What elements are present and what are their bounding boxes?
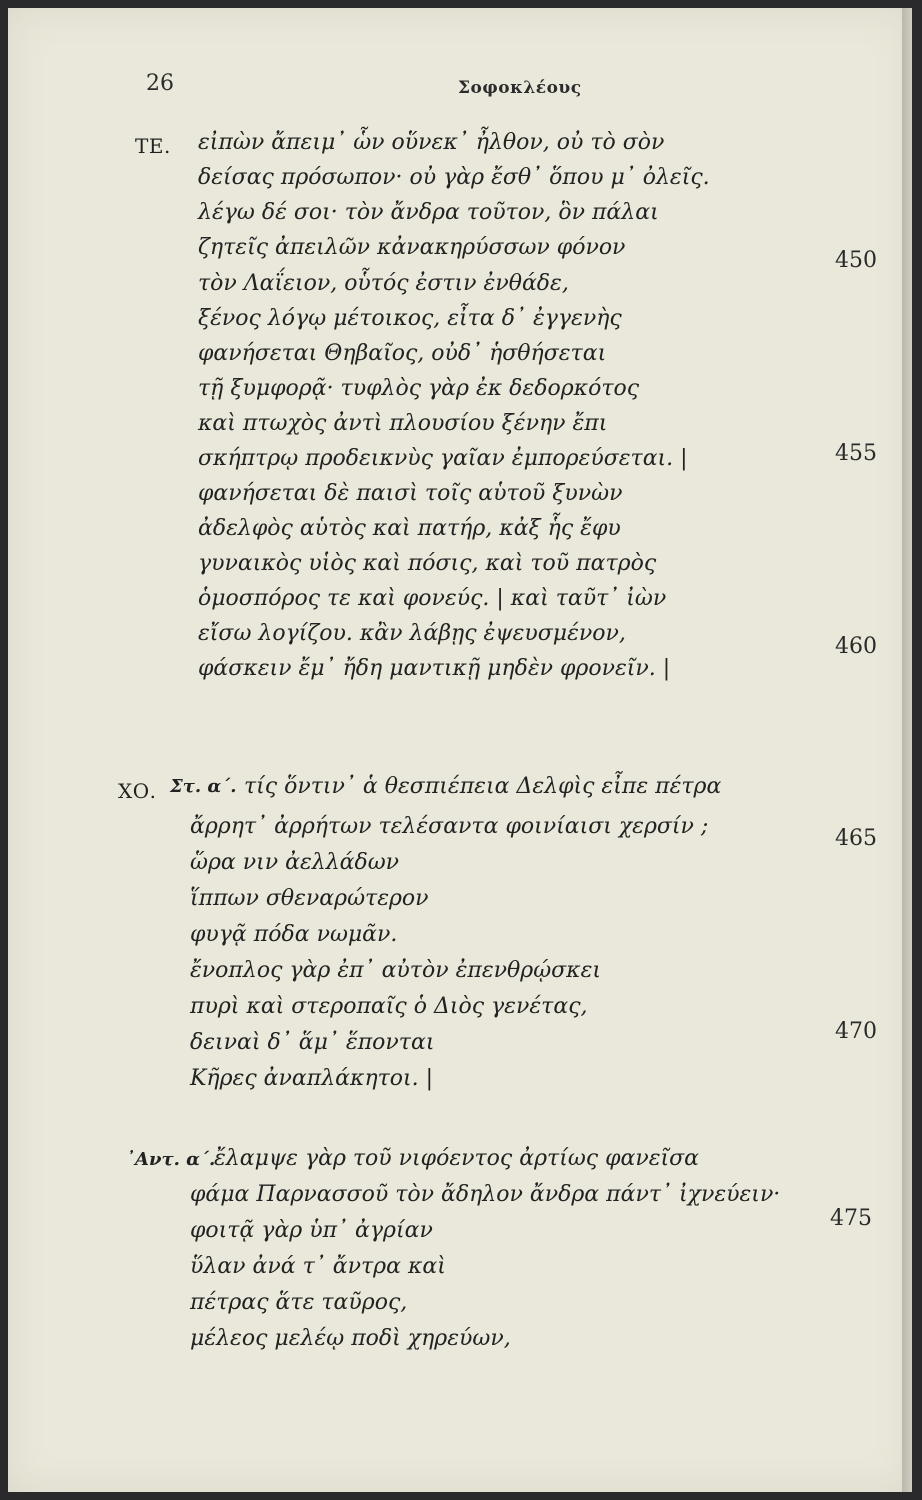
- verse-line: φοιτᾷ γὰρ ὑπ᾿ ἀγρίαν: [190, 1218, 433, 1243]
- line-number: 475: [830, 1206, 872, 1231]
- verse-line: γυναικὸς υἱὸς καὶ πόσις, καὶ τοῦ πατρὸς: [198, 551, 657, 576]
- verse-line: πυρὶ καὶ στεροπαῖς ὁ Διὸς γενέτας,: [190, 994, 588, 1019]
- line-number: 450: [835, 248, 877, 273]
- verse-line: δείσας πρόσωπον· οὐ γὰρ ἔσθ᾿ ὅπου μ᾿ ὀλεῖς.: [198, 165, 710, 190]
- verse-line: φανήσεται δὲ παισὶ τοῖς αὑτοῦ ξυνὼν: [198, 481, 623, 506]
- verse-line: καὶ πτωχὸς ἀντὶ πλουσίου ξένην ἔπι: [198, 411, 608, 436]
- verse-line: δειναὶ δ᾿ ἅμ᾿ ἕπονται: [190, 1030, 435, 1055]
- verse-line: τὸν Λαΐειον, οὗτός ἐστιν ἐνθάδε,: [198, 271, 569, 296]
- verse-line: ἵππων σθεναρώτερον: [190, 886, 429, 911]
- line-number: 460: [835, 634, 877, 659]
- verse-line: ἀδελφὸς αὑτὸς καὶ πατήρ, κἀξ ἧς ἔφυ: [198, 516, 621, 541]
- book-page: [8, 8, 912, 1492]
- verse-line: τίς ὅντιν᾿ ἁ θεσπιέπεια Δελφὶς εἶπε πέτρα: [244, 774, 722, 799]
- verse-line: ὕλαν ἀνά τ᾿ ἄντρα καὶ: [190, 1254, 446, 1279]
- running-title: Σοφοκλέους: [458, 78, 582, 98]
- line-number: 455: [835, 441, 877, 466]
- verse-line: φυγᾷ πόδα νωμᾶν.: [190, 922, 398, 947]
- verse-line: τῇ ξυμφορᾷ· τυφλὸς γὰρ ἐκ δεδορκότος: [198, 376, 640, 401]
- verse-line: φανήσεται Θηβαῖος, οὐδ᾿ ἡσθήσεται: [198, 341, 607, 366]
- verse-line: εἴσω λογίζου. κἂν λάβῃς ἐψευσμένον,: [198, 621, 626, 646]
- verse-line: σκήπτρῳ προδεικνὺς γαῖαν ἐμπορεύσεται. |: [198, 446, 688, 471]
- verse-line: ὁμοσπόρος τε καὶ φονεύς. | καὶ ταῦτ᾿ ἰὼν: [198, 586, 667, 611]
- verse-line: λέγω δέ σοι· τὸν ἄνδρα τοῦτον, ὃν πάλαι: [198, 200, 659, 225]
- verse-line: φάμα Παρνασσοῦ τὸν ἄδηλον ἄνδρα πάντ᾿ ἰχνεύειν·: [190, 1182, 781, 1207]
- verse-line: ζητεῖς ἀπειλῶν κἀνακηρύσσων φόνον: [198, 235, 626, 260]
- verse-line: μέλεος μελέῳ ποδὶ χηρεύων,: [190, 1326, 511, 1351]
- page-number: 26: [146, 71, 174, 96]
- verse-line: ἔνοπλος γὰρ ἐπ᾿ αὐτὸν ἐπενθρῴσκει: [190, 958, 602, 983]
- page-edge: [902, 8, 912, 1492]
- verse-line: πέτρας ἅτε ταῦρος,: [190, 1290, 408, 1315]
- verse-line: ἔλαμψε γὰρ τοῦ νιφόεντος ἀρτίως φανεῖσα: [214, 1146, 700, 1171]
- verse-line: ξένος λόγῳ μέτοικος, εἶτα δ᾿ ἐγγενὴς: [198, 306, 622, 331]
- strophe-label: Στ. α΄.: [170, 776, 237, 797]
- speaker-label: ΧΟ.: [118, 779, 157, 803]
- verse-line: ὥρα νιν ἀελλάδων: [190, 850, 400, 875]
- verse-line: φάσκειν ἔμ᾿ ἤδη μαντικῇ μηδὲν φρονεῖν. |: [198, 656, 671, 681]
- verse-line: εἰπὼν ἄπειμ᾿ ὧν οὕνεκ᾿ ἦλθον, οὐ τὸ σὸν: [198, 130, 665, 155]
- speaker-label: ΤΕ.: [135, 134, 171, 158]
- line-number: 465: [835, 826, 877, 851]
- verse-line: Κῆρες ἀναπλάκητοι. |: [190, 1066, 434, 1091]
- antistrophe-label: ᾿Αντ. α΄.: [126, 1149, 216, 1170]
- verse-line: ἄρρητ᾿ ἀρρήτων τελέσαντα φοινίαισι χερσίν ;: [190, 814, 709, 839]
- line-number: 470: [835, 1019, 877, 1044]
